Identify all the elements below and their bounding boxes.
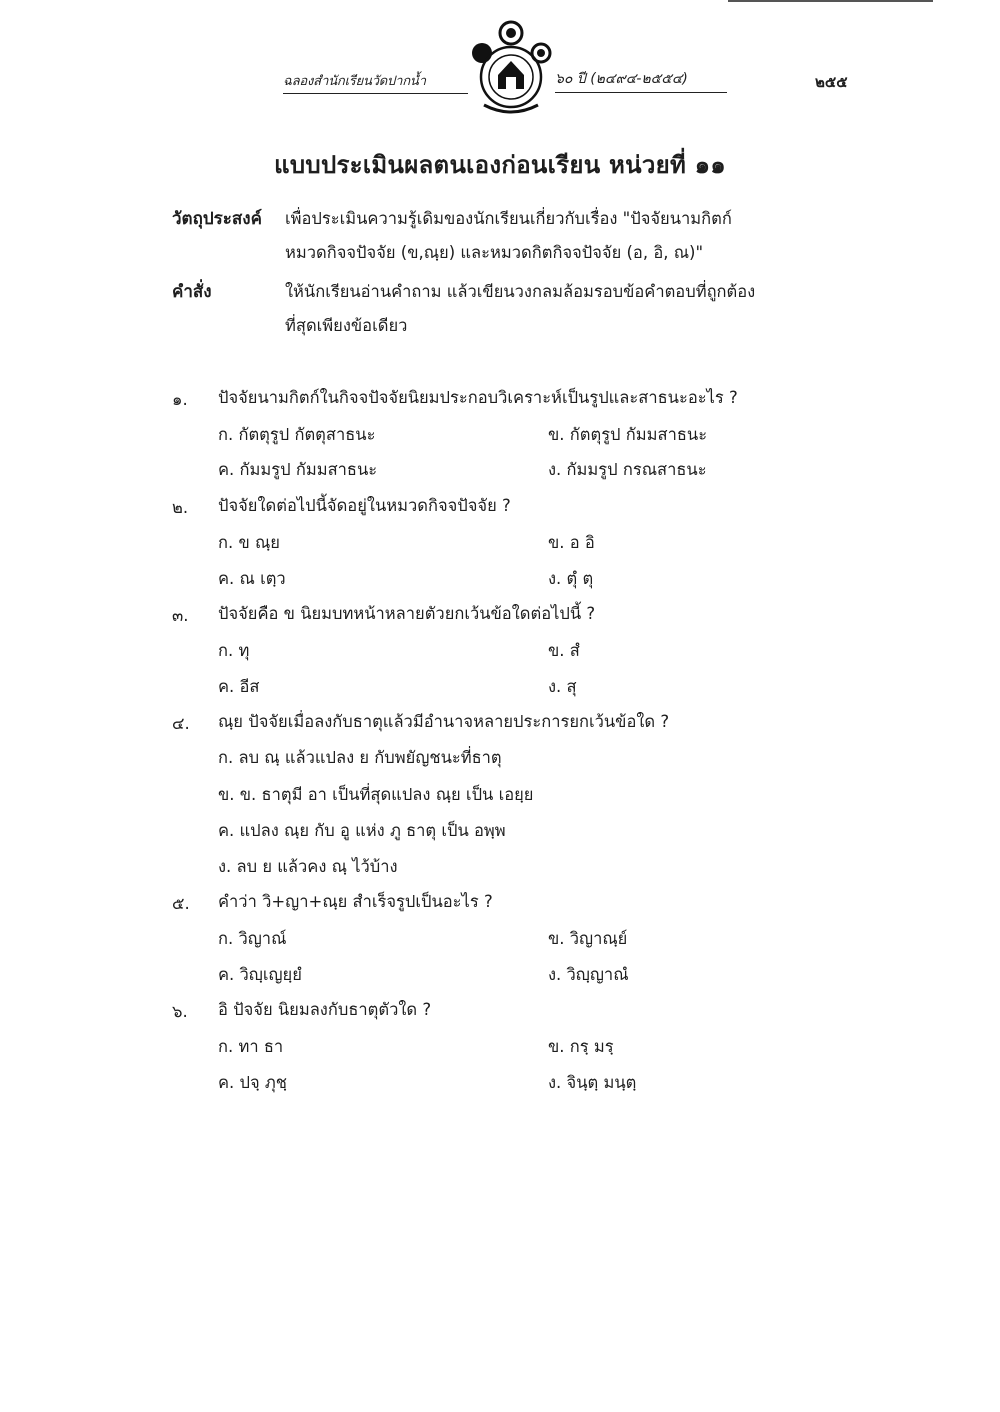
question-2-option-c[interactable]: ค. ณ เตฺว [218,569,286,588]
page-title: แบบประเมินผลตนเองก่อนเรียน หน่วยที่ ๑๑ [274,151,726,179]
question-5-number: ๕. [172,894,190,913]
question-2-option-b[interactable]: ข. อ อิ [548,533,595,552]
page-number: ๒๕๕ [815,73,848,91]
question-5-option-d[interactable]: ง. วิญฺญาณํ [548,965,629,984]
question-4-text: ณฺย ปัจจัยเมื่อลงกับธาตุแล้วมีอำนาจหลายประการยกเว้นข้อใด ? [218,712,670,731]
instruction-label: คำสั่ง [172,282,212,302]
header-left-text: ฉลองสำนักเรียนวัดปากน้ำ [283,70,468,94]
question-1-option-d[interactable]: ง. กัมมรูป กรณสาธนะ [548,460,707,479]
question-6-option-d[interactable]: ง. จินฺตฺ มนฺตฺ [548,1073,637,1092]
question-5-option-b[interactable]: ข. วิญาณฺย์ [548,929,628,948]
question-3-text: ปัจจัยคือ ข นิยมบทหน้าหลายตัวยกเว้นข้อใดต่อไปนี้ ? [218,604,596,623]
question-3-option-a[interactable]: ก. ทุ [218,641,250,660]
question-6-option-a[interactable]: ก. ทา ธา [218,1037,284,1056]
question-4-number: ๔. [172,714,190,733]
question-4-option-d[interactable]: ง. ลบ ย แล้วคง ณฺ ไว้บ้าง [218,857,398,876]
question-4-option-a[interactable]: ก. ลบ ณฺ แล้วแปลง ย กับพยัญชนะที่ธาตุ [218,748,502,767]
question-1-text: ปัจจัยนามกิตก์ในกิจจปัจจัยนิยมประกอบวิเคราะห์เป็นรูปและสาธนะอะไร ? [218,388,738,407]
question-3-option-d[interactable]: ง. สุ [548,677,577,696]
question-5-option-a[interactable]: ก. วิญาณ์ [218,929,287,948]
question-6-text: อิ ปัจจัย นิยมลงกับธาตุตัวใด ? [218,1000,432,1019]
question-3-option-c[interactable]: ค. อีส [218,677,260,696]
question-2-number: ๒. [172,498,189,517]
question-3-number: ๓. [172,606,189,625]
question-2-option-a[interactable]: ก. ข ณฺย [218,533,280,552]
question-1-option-b[interactable]: ข. กัตตุรูป กัมมสาธนะ [548,425,708,444]
objective-label: วัตถุประสงค์ [172,209,262,229]
objective-line-2: หมวดกิจจปัจจัย (ข,ณฺย) และหมวดกิตกิจจปัจจัย (อ, อิ, ณ)" [285,243,704,262]
objective-line-1: เพื่อประเมินความรู้เดิมของนักเรียนเกี่ยวกับเรื่อง "ปัจจัยนามกิตก์ [285,209,732,228]
instruction-line-1: ให้นักเรียนอ่านคำถาม แล้วเขียนวงกลมล้อมรอบข้อคำตอบที่ถูกต้อง [285,282,756,301]
header-anniversary-text: ๖๐ ปี (๒๔๙๔-๒๕๕๔) [555,68,727,93]
question-4-option-b[interactable]: ข. ข. ธาตุมี อา เป็นที่สุดแปลง ณฺย เป็น เอยฺย [218,785,534,804]
question-3-option-b[interactable]: ข. สํ [548,641,580,660]
question-6-option-c[interactable]: ค. ปจฺ ภุชฺ [218,1073,287,1092]
question-2-option-d[interactable]: ง. ตุํ ตุ [548,569,594,588]
question-2-text: ปัจจัยใดต่อไปนี้จัดอยู่ในหมวดกิจจปัจจัย ? [218,496,511,515]
question-1-number: ๑. [172,390,188,409]
instruction-line-2: ที่สุดเพียงข้อเดียว [285,316,408,335]
question-1-option-a[interactable]: ก. กัตตุรูป กัตตุสาธนะ [218,425,376,444]
question-5-option-c[interactable]: ค. วิญฺเญยฺยํ [218,965,302,984]
question-1-option-c[interactable]: ค. กัมมรูป กัมมสาธนะ [218,460,378,479]
question-6-option-b[interactable]: ข. กรฺ มรฺ [548,1037,614,1056]
emblem-seal-icon [468,15,558,125]
question-6-number: ๖. [172,1002,188,1021]
question-4-option-c[interactable]: ค. แปลง ณฺย กับ อู แห่ง ภู ธาตุ เป็น อพฺพ [218,821,506,840]
question-5-text: คำว่า วิ+ญา+ณฺย สำเร็จรูปเป็นอะไร ? [218,892,493,911]
top-edge-line [728,0,933,2]
